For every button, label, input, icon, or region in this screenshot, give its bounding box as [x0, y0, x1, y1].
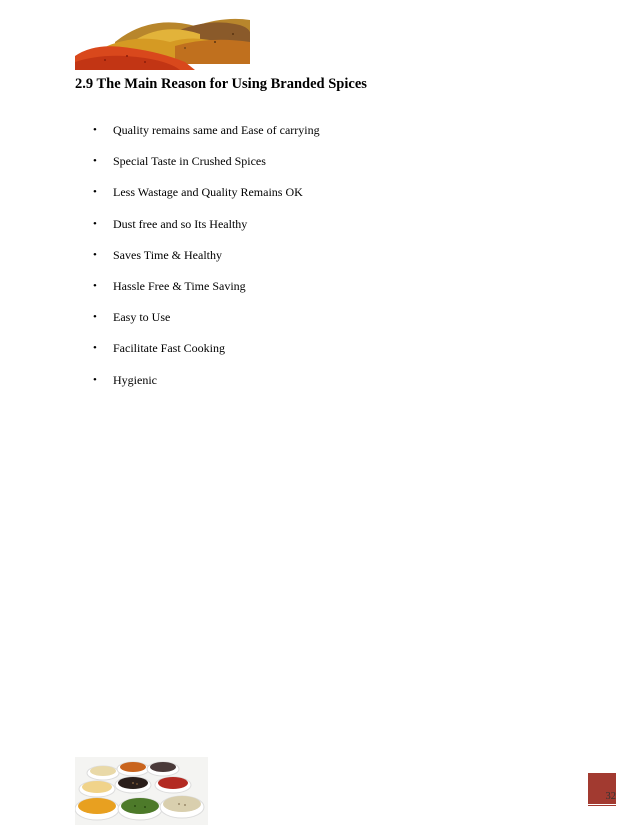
list-item-text: Special Taste in Crushed Spices	[113, 154, 266, 169]
list-item-text: Dust free and so Its Healthy	[113, 216, 248, 231]
section-heading: 2.9 The Main Reason for Using Branded Spices	[75, 76, 367, 92]
list-item-text: Hassle Free & Time Saving	[113, 278, 246, 293]
list-item	[93, 339, 320, 370]
bullet-dot: •	[93, 124, 97, 136]
list-item	[93, 371, 320, 402]
list-item	[93, 152, 320, 183]
spice-powder-heaps-image	[75, 12, 250, 70]
bullet-dot: •	[93, 373, 97, 386]
list-item-text: Less Wastage and Quality Remains OK	[113, 185, 303, 200]
list-item-text: Quality remains same and Ease of carrying	[113, 123, 320, 137]
spice-bowls-image	[75, 757, 208, 825]
bullet-dot: •	[93, 342, 97, 355]
bullet-dot: •	[93, 217, 97, 230]
list-item-text: Hygienic	[113, 372, 157, 387]
list-item	[93, 121, 320, 152]
bullet-dot: •	[93, 279, 97, 292]
list-item-text: Facilitate Fast Cooking	[113, 341, 225, 356]
list-item-text: Saves Time & Healthy	[113, 247, 223, 262]
bullet-dot: •	[93, 311, 97, 324]
page-number-underline	[588, 805, 616, 806]
list-item	[93, 308, 320, 339]
bullet-dot: •	[93, 186, 97, 199]
list-item	[93, 277, 320, 308]
page-number: 32	[605, 791, 616, 802]
list-item	[93, 246, 320, 277]
list-item	[93, 215, 320, 246]
bullet-list	[93, 121, 320, 402]
list-item	[93, 183, 320, 214]
bullet-dot: •	[93, 155, 97, 168]
bullet-dot: •	[93, 248, 97, 261]
list-item-text: Easy to Use	[113, 310, 171, 325]
